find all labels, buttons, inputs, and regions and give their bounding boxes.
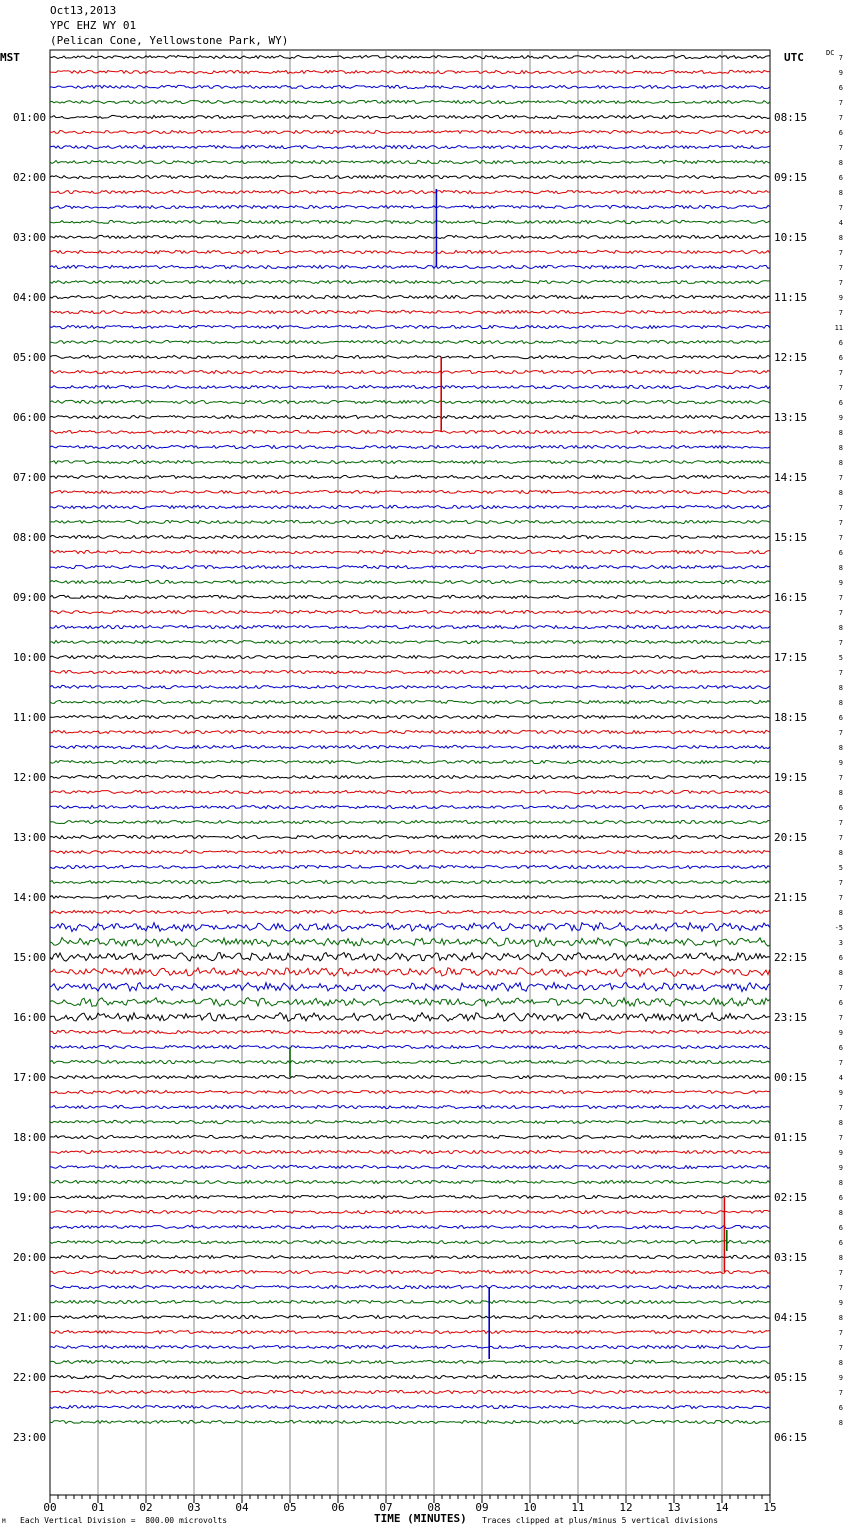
dc-value: 9 [838,69,843,77]
dc-value: 7 [838,879,843,887]
dc-value: 6 [838,339,843,347]
trace-row [50,1300,770,1303]
right-hour-label: 03:15 [774,1251,808,1264]
dc-value: 7 [838,204,843,212]
trace-row [50,355,770,358]
trace-row [50,550,770,553]
dc-value: 8 [838,564,843,572]
dc-value: 8 [838,789,843,797]
trace-row [50,310,770,313]
dc-value: 7 [838,519,843,527]
dc-value: 7 [838,114,843,122]
right-hour-label: 12:15 [774,351,808,364]
dc-value: -5 [834,924,843,932]
trace-row [50,400,770,403]
left-hour-label: 12:00 [13,771,47,784]
dc-value: 7 [838,264,843,272]
trace-row [50,1345,770,1348]
dc-value: 8 [838,1119,843,1127]
right-hour-label: 01:15 [774,1131,808,1144]
trace-row [50,490,770,493]
trace-row [50,1315,770,1318]
trace-row [50,430,770,433]
trace-row [50,220,770,223]
left-hour-label: 23:00 [13,1431,47,1444]
left-hour-label: 03:00 [13,231,47,244]
dc-value: 9 [838,1299,843,1307]
x-tick-label: 03 [187,1501,201,1514]
trace-row [50,475,770,478]
dc-value: 6 [838,954,843,962]
dc-value: 8 [838,1254,843,1262]
dc-value: 6 [838,804,843,812]
x-tick-label: 01 [91,1501,105,1514]
trace-row [50,982,770,991]
dc-value: 9 [838,1374,843,1382]
right-hour-label: 08:15 [774,111,808,124]
dc-value: 7 [838,1269,843,1277]
dc-value: 8 [838,849,843,857]
trace-row [50,910,770,913]
x-axis-title: TIME (MINUTES) [374,1512,467,1525]
trace-row [50,1270,770,1273]
dc-value: 6 [838,549,843,557]
trace-row [50,700,770,703]
dc-value: 3 [838,939,843,947]
dc-value: 9 [838,1149,843,1157]
trace-row [50,1105,770,1108]
dc-value: 8 [838,969,843,977]
dc-value: 8 [838,684,843,692]
dc-value: 9 [838,1029,843,1037]
dc-value: 6 [838,354,843,362]
dc-label: DC [826,49,835,57]
dc-value: 7 [838,819,843,827]
dc-value: 6 [838,174,843,182]
dc-value: 8 [838,489,843,497]
dc-value: 8 [838,189,843,197]
trace-row [50,370,770,373]
right-hour-label: 05:15 [774,1371,808,1384]
trace-row [50,580,770,583]
dc-value: 7 [838,1104,843,1112]
trace-row [50,610,770,613]
dc-value: 9 [838,579,843,587]
trace-row [50,895,770,898]
trace-row [50,1375,770,1378]
dc-value: 7 [838,609,843,617]
right-hour-label: 14:15 [774,471,808,484]
trace-row [50,250,770,253]
trace-row [50,265,770,268]
left-hour-label: 01:00 [13,111,47,124]
right-hour-label: 23:15 [774,1011,808,1024]
dc-value: 7 [838,894,843,902]
dc-value: 8 [838,459,843,467]
dc-value: 9 [838,759,843,767]
x-tick-label: 13 [667,1501,681,1514]
x-tick-label: 02 [139,1501,153,1514]
dc-value: 9 [838,414,843,422]
right-hour-label: 19:15 [774,771,808,784]
trace-row [50,1390,770,1393]
dc-value: 7 [838,729,843,737]
trace-row [50,625,770,628]
x-tick-label: 11 [571,1501,585,1514]
dc-value: 9 [838,1164,843,1172]
dc-value: 8 [838,429,843,437]
trace-row [50,130,770,133]
trace-row [50,656,770,659]
trace-row [50,775,770,778]
x-tick-label: 04 [235,1501,249,1514]
x-tick-label: 09 [475,1501,489,1514]
trace-row [50,835,770,838]
trace-row [50,295,770,298]
clip-note: Traces clipped at plus/minus 5 vertical divisions [482,1516,719,1525]
trace-row [50,280,770,283]
right-hour-label: 16:15 [774,591,808,604]
dc-value: 7 [838,369,843,377]
left-hour-label: 17:00 [13,1071,47,1084]
trace-row [50,175,770,178]
left-hour-label: 08:00 [13,531,47,544]
dc-value: 8 [838,624,843,632]
trace-row [50,1255,770,1258]
dc-value: 5 [838,654,843,662]
trace-row [50,880,770,883]
trace-row [50,1135,770,1138]
trace-row [50,938,770,947]
trace-row [50,100,770,103]
x-tick-label: 05 [283,1501,297,1514]
trace-row [50,190,770,193]
dc-value: 7 [838,774,843,782]
trace-row [50,790,770,793]
left-hour-label: 05:00 [13,351,47,364]
trace-row [50,760,770,763]
trace-row [50,505,770,508]
dc-value: 8 [838,1359,843,1367]
corner-mark: M [2,1518,6,1525]
left-hour-label: 14:00 [13,891,47,904]
dc-value: 7 [838,504,843,512]
dc-value: 7 [838,1014,843,1022]
x-tick-label: 15 [763,1501,777,1514]
right-hour-label: 18:15 [774,711,808,724]
dc-value: 7 [838,639,843,647]
right-hour-label: 06:15 [774,1431,808,1444]
trace-row [50,460,770,463]
trace-row [50,1360,770,1363]
x-tick-label: 10 [523,1501,537,1514]
dc-value: 7 [838,594,843,602]
utc-label: UTC [784,51,804,64]
trace-row [50,205,770,208]
trace-row [50,1240,770,1243]
left-hour-label: 16:00 [13,1011,47,1024]
trace-row [50,685,770,688]
trace-row [50,998,770,1007]
dc-value: 7 [838,384,843,392]
mst-label: MST [0,51,20,64]
dc-value: 7 [838,1344,843,1352]
trace-row [50,70,770,73]
scale-note: Each Vertical Division = 800.00 microvolts [20,1516,228,1525]
dc-value: 7 [838,534,843,542]
trace-row [50,923,770,932]
trace-row [50,1013,770,1022]
x-tick-label: 14 [715,1501,729,1514]
trace-row [50,520,770,523]
trace-row [50,235,770,238]
left-hour-label: 13:00 [13,831,47,844]
right-hour-label: 02:15 [774,1191,808,1204]
dc-value: 8 [838,1179,843,1187]
right-hour-label: 04:15 [774,1311,808,1324]
trace-row [50,805,770,808]
dc-value: 8 [838,1209,843,1217]
trace-row [50,715,770,718]
trace-row [50,670,770,673]
dc-value: 6 [838,714,843,722]
trace-row [50,565,770,568]
dc-value: 7 [838,99,843,107]
dc-value: 7 [838,249,843,257]
right-hour-label: 22:15 [774,951,808,964]
trace-row [50,55,770,58]
header-date: Oct13,2013 [50,4,117,17]
trace-row [50,968,770,977]
dc-value: 8 [838,1314,843,1322]
trace-row [50,595,770,598]
dc-value: 7 [838,1389,843,1397]
trace-row [50,1060,770,1063]
right-hour-label: 09:15 [774,171,808,184]
trace-row [50,1165,770,1168]
dc-value: 7 [838,144,843,152]
x-tick-label: 12 [619,1501,633,1514]
left-hour-label: 22:00 [13,1371,47,1384]
right-hour-label: 11:15 [774,291,808,304]
right-hour-label: 20:15 [774,831,808,844]
dc-value: 7 [838,1134,843,1142]
trace-row [50,1210,770,1213]
dc-value: 7 [838,984,843,992]
dc-value: 11 [834,324,843,332]
dc-value: 8 [838,159,843,167]
trace-row [50,1075,770,1078]
dc-value: 8 [838,234,843,242]
dc-value: 7 [838,1329,843,1337]
dc-value: 7 [838,309,843,317]
dc-value: 8 [838,909,843,917]
dc-value: 7 [838,1284,843,1292]
dc-value: 8 [838,1419,843,1427]
trace-row [50,1030,770,1033]
dc-value: 7 [838,1059,843,1067]
trace-row [50,640,770,643]
trace-row [50,1225,770,1228]
left-hour-label: 20:00 [13,1251,47,1264]
left-hour-label: 21:00 [13,1311,47,1324]
dc-value: 5 [838,864,843,872]
right-hour-label: 13:15 [774,411,808,424]
right-hour-label: 17:15 [774,651,808,664]
left-hour-label: 18:00 [13,1131,47,1144]
right-hour-label: 15:15 [774,531,808,544]
dc-value: 6 [838,1239,843,1247]
trace-row [50,1045,770,1048]
trace-row [50,1405,770,1408]
dc-value: 7 [838,54,843,62]
trace-row [50,745,770,748]
trace-row [50,415,770,418]
trace-row [50,145,770,148]
dc-value: 7 [838,474,843,482]
dc-value: 6 [838,1044,843,1052]
left-hour-label: 07:00 [13,471,47,484]
right-hour-label: 21:15 [774,891,808,904]
dc-value: 6 [838,84,843,92]
dc-value: 6 [838,129,843,137]
trace-row [50,1285,770,1288]
trace-row [50,850,770,853]
left-hour-label: 19:00 [13,1191,47,1204]
dc-value: 4 [838,219,843,227]
x-tick-label: 07 [379,1501,393,1514]
right-hour-label: 00:15 [774,1071,808,1084]
left-hour-label: 02:00 [13,171,47,184]
trace-row [50,385,770,388]
trace-row [50,1195,770,1198]
trace-row [50,1330,770,1333]
trace-row [50,115,770,118]
x-tick-label: 00 [43,1501,57,1514]
dc-value: 9 [838,294,843,302]
header-station: YPC EHZ WY 01 [50,19,137,32]
left-hour-label: 11:00 [13,711,47,724]
dc-value: 9 [838,1089,843,1097]
header-location: (Pelican Cone, Yellowstone Park, WY) [50,34,289,47]
trace-row [50,1091,770,1094]
dc-value: 8 [838,444,843,452]
left-hour-label: 04:00 [13,291,47,304]
left-hour-label: 09:00 [13,591,47,604]
trace-row [50,85,770,88]
trace-row [50,1420,770,1423]
right-hour-label: 10:15 [774,231,808,244]
trace-row [50,865,770,868]
x-tick-label: 08 [427,1501,441,1514]
trace-row [50,340,770,343]
dc-value: 6 [838,1224,843,1232]
left-hour-label: 15:00 [13,951,47,964]
dc-value: 8 [838,699,843,707]
left-hour-label: 10:00 [13,651,47,664]
dc-value: 6 [838,999,843,1007]
trace-row [50,535,770,538]
trace-row [50,325,770,328]
dc-value: 6 [838,1404,843,1412]
trace-row [50,820,770,823]
dc-value: 4 [838,1074,843,1082]
dc-value: 6 [838,399,843,407]
trace-row [50,445,770,448]
trace-row [50,160,770,163]
trace-row [50,730,770,733]
x-tick-label: 06 [331,1501,345,1514]
trace-row [50,1120,770,1123]
dc-value: 8 [838,744,843,752]
trace-row [50,1150,770,1153]
dc-value: 7 [838,279,843,287]
left-hour-label: 06:00 [13,411,47,424]
dc-value: 7 [838,834,843,842]
trace-row [50,1180,770,1183]
dc-value: 7 [838,669,843,677]
trace-row [50,953,770,962]
dc-value: 6 [838,1194,843,1202]
